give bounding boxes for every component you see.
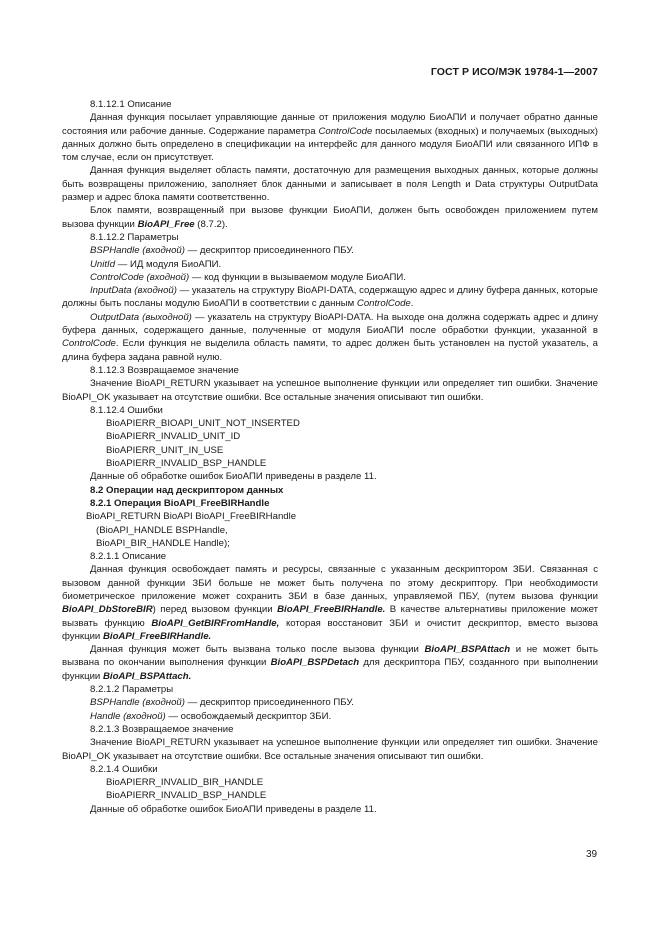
error-code: BioAPIERR_INVALID_BSP_HANDLE <box>106 458 267 470</box>
paragraph: Данная функция освобождает память и ресурсы, связанные с указанным дескриптором ЗБИ. Связанная с вызовом данной функции ЗБИ больше не может быть получена по этому дескриптору. При необходимости биометрическое приложение может сохранить ЗБИ в базе данных, управляемой ПБУ, (путем вызова функции BioAPI_DbStoreBIR) перед вызовом функции BioAPI_FreeBIRHandle. В качестве альтернативы приложение может вызвать функцию BioAPI_GetBIRFromHandle, которая восстановит ЗБИ и очистит дескриптор, вместо вызова функции BioAPI_FreeBIRHandle. <box>62 564 598 642</box>
page-content <box>62 98 598 816</box>
error-code: BioAPIERR_INVALID_BIR_HANDLE <box>106 777 264 789</box>
paragraph: Значение BioAPI_RETURN указывает на успешное выполнение функции или определяет тип ошибки. Значение BioAPI_OK указывает на отсутствие ошибки. Все остальные значения описывают тип ошибки. <box>62 378 598 403</box>
param-bsphandle: BSPHandle (входной) — дескриптор присоединенного ПБУ. <box>90 245 354 257</box>
error-code: BioAPIERR_BIOAPI_UNIT_NOT_INSERTED <box>106 418 300 430</box>
param-controlcode: ControlCode (входной) — код функции в вызываемом модуле БиоАПИ. <box>90 271 406 283</box>
section-heading: 8.1.12.2 Параметры <box>90 231 179 243</box>
error-code: BioAPIERR_INVALID_BSP_HANDLE <box>106 790 267 802</box>
param-unitid: UnitId — ИД модуля БиоАПИ. <box>90 258 222 270</box>
section-heading: 8.1.12.3 Возвращаемое значение <box>90 364 239 376</box>
paragraph: Данная функция может быть вызвана только после вызова функции BioAPI_BSPAttach и не может быть вызвана по окончании выполнения функции BioAPI_BSPDetach для дескриптора ПБУ, созданного при выполнении функции BioAPI_BSPAttach. <box>62 644 598 682</box>
standard-header: ГОСТ Р ИСО/МЭК 19784-1—2007 <box>430 66 598 78</box>
param-handle: Handle (входной) — освобождаемый дескриптор ЗБИ. <box>90 710 332 722</box>
page-number: 39 <box>586 849 598 860</box>
function-signature: BioAPI_BIR_HANDLE Handle); <box>96 537 230 549</box>
section-heading: 8.1.12.4 Ошибки <box>90 404 163 416</box>
section-heading: 8.2.1 Операция BioAPI_FreeBIRHandle <box>90 497 270 509</box>
section-heading: 8.1.12.1 Описание <box>90 99 172 110</box>
param-inputdata: InputData (входной) — указатель на структуру BioAPI-DATA, содержащую адрес и длину буфера данных, которые должны быть посланы модулю БиоАПИ в соответствии с данным ControlCode. <box>62 285 598 310</box>
function-signature: BioAPI_RETURN BioAPI BioAPI_FreeBIRHandle <box>86 511 297 523</box>
paragraph: Данные об обработке ошибок БиоАПИ приведены в разделе 11. <box>90 803 377 815</box>
paragraph: Данные об обработке ошибок БиоАПИ приведены в разделе 11. <box>90 471 377 483</box>
section-heading: 8.2.1.2 Параметры <box>90 684 174 696</box>
paragraph: Данная функция выделяет область памяти, достаточную для размещения выходных данных, которые должны быть возвращены приложению, заполняет блок данными и записывает в поля Length и Data структуры OutputData размер и адрес блока памяти соответственно. <box>62 165 598 204</box>
paragraph: Данная функция посылает управляющие данные от приложения модулю БиоАПИ и получает обратно данные состояния или рабочие данные. Содержание параметра ControlCode посылаемых (входных) и получаемых (выходных) данных должно быть определено в спецификации на интерфейс для данного модуля БиоАПИ или связанного ИПФ в том случае, если он присутствует. <box>62 112 599 164</box>
section-heading: 8.2.1.3 Возвращаемое значение <box>90 723 234 735</box>
paragraph: Значение BioAPI_RETURN указывает на успешное выполнение функции или определяет тип ошибки. Значение BioAPI_OK указывает на отсутствие ошибки. Все остальные значения описывают тип ошибки. <box>62 737 598 762</box>
error-code: BioAPIERR_UNIT_IN_USE <box>106 444 224 456</box>
section-heading: 8.2 Операции над дескриптором данных <box>90 484 284 496</box>
section-heading: 8.2.1.4 Ошибки <box>90 763 158 775</box>
section-heading: 8.2.1.1 Описание <box>90 551 167 563</box>
error-code: BioAPIERR_INVALID_UNIT_ID <box>106 431 241 443</box>
param-bsphandle: BSPHandle (входной) — дескриптор присоединенного ПБУ. <box>90 697 354 709</box>
param-outputdata: OutputData (выходной) — указатель на структуру BioAPI-DATA. На выходе она должна содержать адрес и длину буфера данных, содержащего данные, полученные от модуля БиоАПИ после обработки функции, указанной в ControlCode. Если функция не выделила область памяти, то адрес должен быть установлен на пустой указатель, а длина буфера задана равной нулю. <box>62 311 598 363</box>
paragraph: Блок памяти, возвращенный при вызове функции БиоАПИ, должен быть освобожден приложением путем вызова функции BioAPI_Free (8.7.2). <box>62 205 598 230</box>
function-signature: (BioAPI_HANDLE BSPHandle, <box>96 524 228 536</box>
